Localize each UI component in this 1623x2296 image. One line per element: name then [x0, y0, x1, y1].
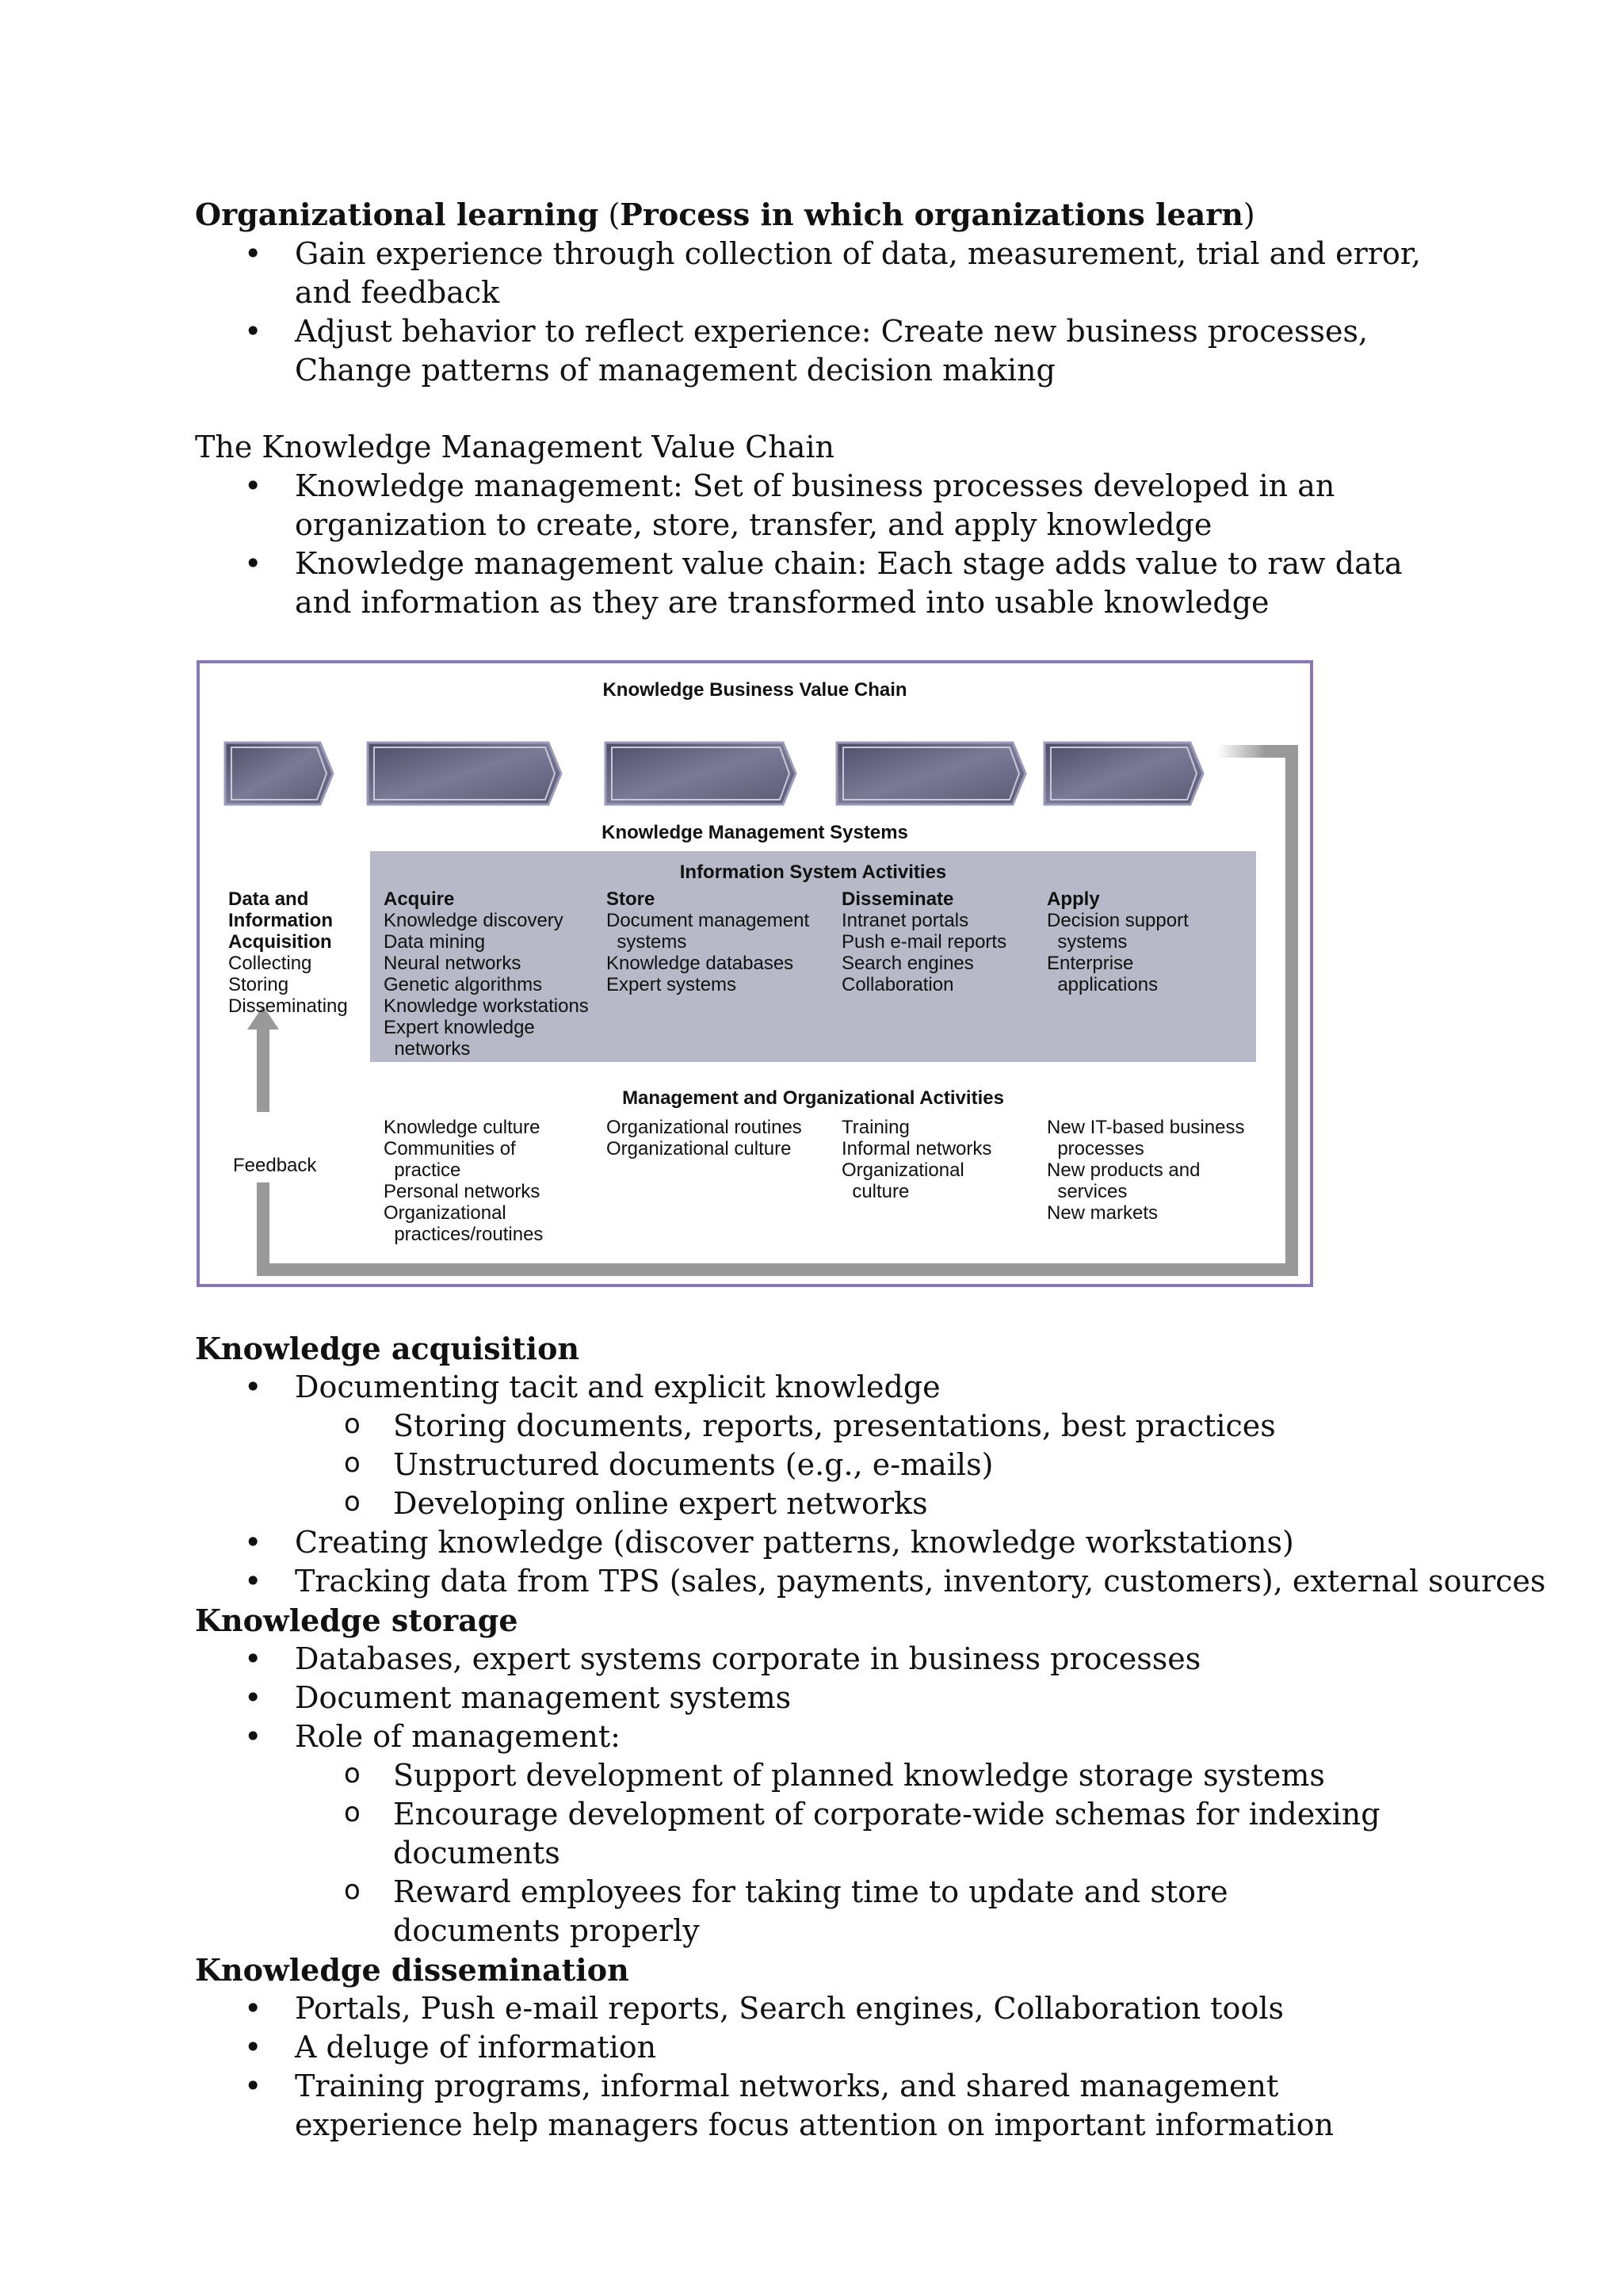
- acquisition-list: [195, 1368, 1546, 1601]
- col-disseminate-mgmt: Training Informal networks Organizational culture: [842, 1117, 992, 1202]
- list-item: • A deluge of information: [195, 2028, 1455, 2067]
- dissemination-heading: Knowledge dissemination: [195, 1952, 629, 1988]
- list-item: • Knowledge management value chain: Each stage adds value to raw data and information as they are transformed into usable knowledge: [195, 544, 1455, 622]
- list-item: • Tracking data from TPS (sales, payments, inventory, customers), external sources: [195, 1562, 1455, 1601]
- activities-label: Information System Activities: [679, 861, 947, 883]
- col-store-heading: Store: [606, 888, 655, 910]
- knowledge-sections: [195, 1329, 1546, 2145]
- list-item: o Support development of planned knowledge storage systems: [195, 1756, 1455, 1795]
- storage-heading: Knowledge storage: [195, 1603, 518, 1638]
- acquisition-heading: Knowledge acquisition: [195, 1331, 580, 1366]
- list-item: • Databases, expert systems corporate in business processes: [195, 1640, 1455, 1679]
- list-item: • Creating knowledge (discover patterns, knowledge workstations): [195, 1523, 1455, 1562]
- stage-arrow-4: [837, 743, 1025, 804]
- col-disseminate-items: Intranet portals Push e-mail reports Search engines Collaboration: [842, 910, 1007, 995]
- list-item: • Training programs, informal networks, and shared management experience help managers focus attention on important information: [195, 2067, 1455, 2145]
- col-acquire-items: Knowledge discovery Data mining Neural networks Genetic algorithms Knowledge workstations Expert knowledge networks: [384, 910, 589, 1060]
- stage-arrow-2: [368, 743, 561, 804]
- col-store-items: Document management systems Knowledge databases Expert systems: [606, 910, 810, 995]
- stage-arrow-1: [225, 743, 333, 804]
- list-item: • Document management systems: [195, 1679, 1455, 1717]
- org-learning-list: [195, 235, 1455, 390]
- feedback-loop-left-lower: [257, 1182, 269, 1276]
- value-chain-list: [195, 467, 1455, 622]
- feedback-loop-left-upper: [257, 1026, 269, 1112]
- value-chain-arrows: [200, 701, 1310, 812]
- figure-title: Knowledge Business Value Chain: [602, 679, 907, 701]
- stage-arrow-5: [1044, 743, 1203, 804]
- mgmt-label: Management and Organizational Activities: [622, 1087, 1004, 1109]
- list-item: o Storing documents, reports, presentations, best practices: [195, 1407, 1455, 1446]
- col-apply-items: Decision support systems Enterprise applications: [1047, 910, 1189, 995]
- dissemination-list: [195, 1989, 1455, 2145]
- value-chain-heading: The Knowledge Management Value Chain: [195, 430, 834, 464]
- list-item: o Unstructured documents (e.g., e-mails): [195, 1446, 1455, 1484]
- left-title: Data and Information Acquisition: [228, 888, 333, 953]
- list-item: o Developing online expert networks: [195, 1484, 1455, 1523]
- list-item: • Gain experience through collection of data, measurement, trial and error, and feedback: [195, 235, 1455, 312]
- org-learning-heading: Organizational learning (Process in which organizations learn): [195, 197, 1255, 232]
- left-items: Collecting Storing Disseminating: [228, 953, 348, 1017]
- value-chain-section: [195, 428, 1455, 622]
- feedback-loop-bottom: [257, 1263, 1298, 1276]
- col-disseminate-heading: Disseminate: [842, 888, 954, 910]
- list-item: • Documenting tacit and explicit knowledge: [195, 1368, 1455, 1407]
- org-learning-section: [195, 195, 1455, 390]
- list-item: • Role of management:: [195, 1717, 1455, 1756]
- value-chain-figure: [197, 660, 1313, 1287]
- list-item: o Encourage development of corporate-wide schemas for indexing documents: [195, 1795, 1455, 1873]
- list-item: • Adjust behavior to reflect experience: Create new business processes, Change patterns of management decision making: [195, 312, 1455, 390]
- col-acquire-mgmt: Knowledge culture Communities of practice Personal networks Organizational practices/routines: [384, 1117, 544, 1245]
- stage-arrow-3: [605, 743, 796, 804]
- col-store-mgmt: Organizational routines Organizational culture: [606, 1117, 802, 1159]
- list-item: o Reward employees for taking time to update and store documents properly: [195, 1873, 1455, 1950]
- storage-list: [195, 1640, 1455, 1950]
- col-acquire-heading: Acquire: [384, 888, 455, 910]
- list-item: • Portals, Push e-mail reports, Search engines, Collaboration tools: [195, 1989, 1455, 2028]
- col-apply-heading: Apply: [1047, 888, 1100, 910]
- col-apply-mgmt: New IT-based business processes New products and services New markets: [1047, 1117, 1245, 1224]
- feedback-label: Feedback: [233, 1155, 317, 1176]
- list-item: • Knowledge management: Set of business processes developed in an organization to create, store, transfer, and apply knowledge: [195, 467, 1455, 544]
- systems-label: Knowledge Management Systems: [601, 822, 908, 843]
